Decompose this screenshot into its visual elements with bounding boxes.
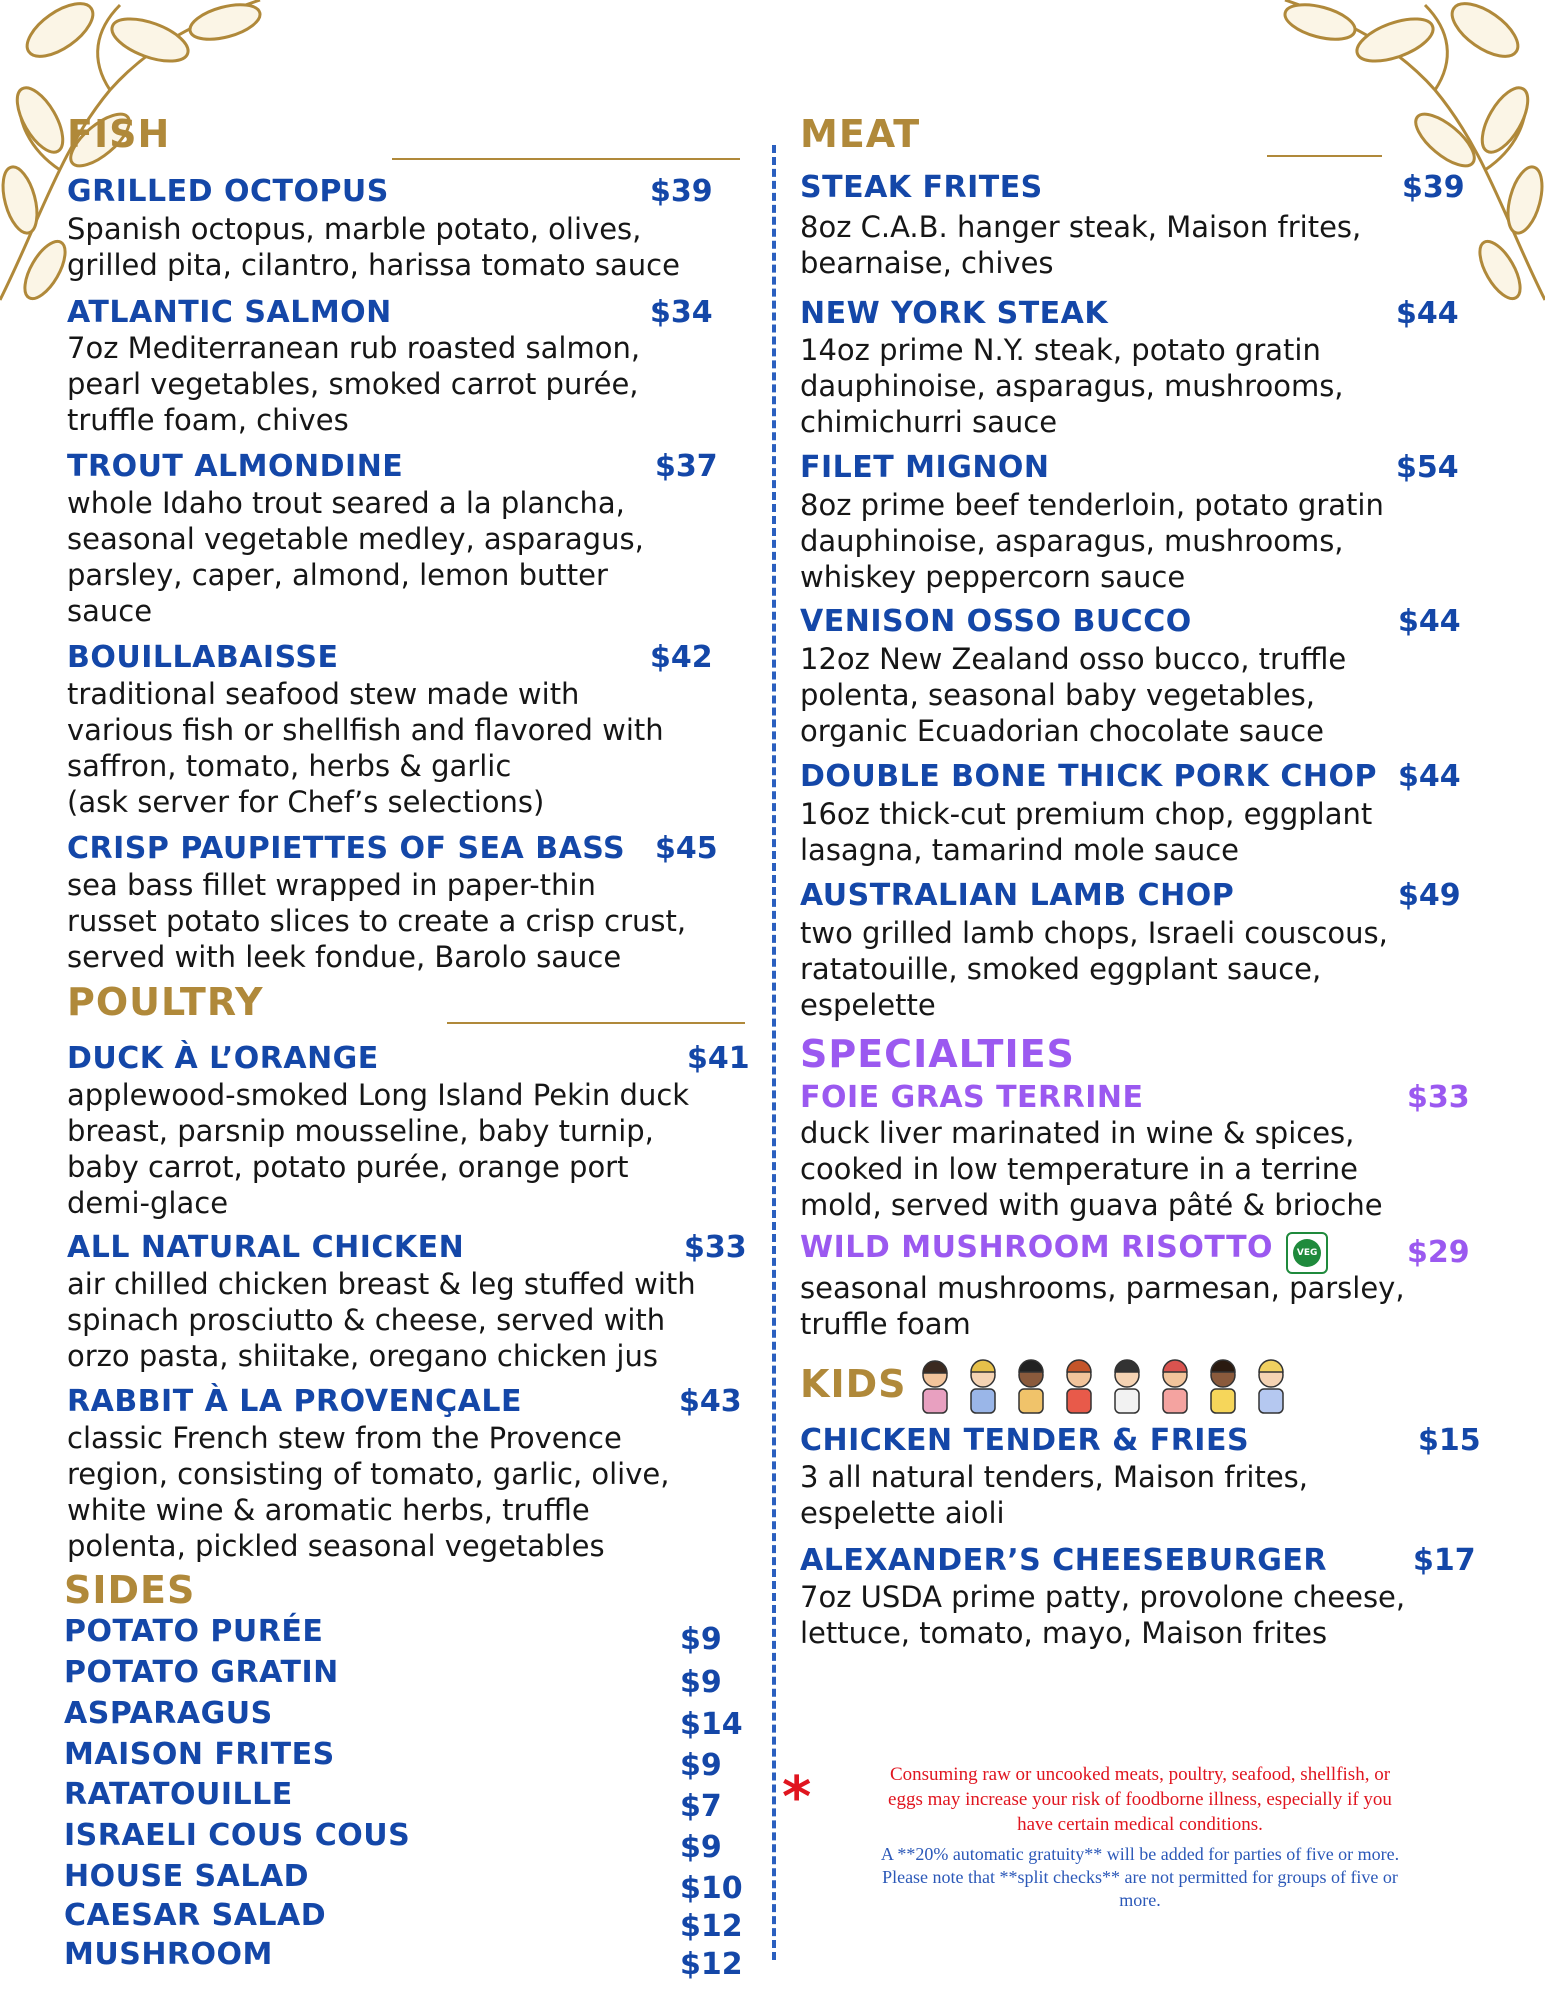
sides-section-title: SIDES	[64, 1568, 196, 1612]
fish-section-title: FISH	[67, 112, 171, 156]
menu-item-price: $37	[655, 449, 718, 484]
menu-item-name: RABBIT À LA PROVENÇALE	[67, 1384, 523, 1419]
side-item-name: MUSHROOM	[64, 1937, 273, 1972]
menu-item-name: FILET MIGNON	[800, 450, 1050, 485]
menu-item-name: FOIE GRAS TERRINE	[800, 1080, 1144, 1115]
menu-item-name: CHICKEN TENDER & FRIES	[800, 1423, 1250, 1458]
menu-item-price: $15	[1418, 1423, 1481, 1458]
menu-item-description: 8oz prime beef tenderloin, potato gratin dauphinoise, asparagus, mushrooms, whiskey peppercorn sauce	[800, 488, 1384, 594]
menu-item-price: $54	[1396, 450, 1459, 485]
menu-item-price: $39	[1402, 170, 1465, 205]
menu-item-price: $39	[650, 174, 713, 209]
menu-item-description: duck liver marinated in wine & spices, cooked in low temperature in a terrine mold, served with guava pâté & brioche	[800, 1116, 1383, 1222]
menu-item-description: 8oz C.A.B. hanger steak, Maison frites, bearnaise, chives	[800, 210, 1362, 280]
fish-divider-line	[392, 158, 740, 160]
specialties-section-title: SPECIALTIES	[800, 1032, 1075, 1076]
menu-item-price: $34	[650, 295, 713, 330]
side-item-price: $9	[680, 1748, 722, 1783]
menu-item-price: $33	[1407, 1080, 1470, 1115]
menu-item-name: ALEXANDER’S CHEESEBURGER	[800, 1543, 1327, 1578]
menu-item-description: 12oz New Zealand osso bucco, truffle polenta, seasonal baby vegetables, organic Ecuadorian chocolate sauce	[800, 642, 1347, 748]
menu-item-name: DUCK À L’ORANGE	[67, 1041, 379, 1076]
side-item-price: $12	[680, 1909, 743, 1944]
side-item-name: MAISON FRITES	[64, 1737, 335, 1772]
menu-item-price: $42	[650, 640, 713, 675]
allergen-warning: Consuming raw or uncooked meats, poultry, seafood, shellfish, or eggs may increase your risk of foodborne illness, especially if you have certain medical conditions.	[888, 1764, 1392, 1835]
menu-item-name: AUSTRALIAN LAMB CHOP	[800, 878, 1235, 913]
side-item-name: CAESAR SALAD	[64, 1898, 327, 1933]
menu-item-price: $45	[655, 831, 718, 866]
kids-illustration-icon	[913, 1355, 1298, 1415]
menu-item-price: $29	[1407, 1235, 1470, 1270]
menu-item-description: two grilled lamb chops, Israeli couscous, ratatouille, smoked eggplant sauce, espelette	[800, 916, 1388, 1022]
menu-item-description: air chilled chicken breast & leg stuffed with spinach prosciutto & cheese, served with orzo pasta, shiitake, oregano chicken jus	[67, 1267, 696, 1373]
side-item-price: $9	[680, 1622, 722, 1657]
gratuity-note: A **20% automatic gratuity** will be added for parties of five or more. Please note that **split checks** are not permitted for groups of five or more.	[880, 1844, 1400, 1910]
menu-item-name: ALL NATURAL CHICKEN	[67, 1230, 465, 1265]
menu-item-price: $17	[1413, 1543, 1476, 1578]
side-item-name: HOUSE SALAD	[64, 1859, 310, 1894]
menu-item-description: sea bass fillet wrapped in paper-thin russet potato slices to create a crisp crust, served with leek fondue, Barolo sauce	[67, 868, 687, 974]
kids-section-title: KIDS	[800, 1362, 907, 1406]
side-item-name: POTATO GRATIN	[64, 1655, 339, 1690]
menu-item-description: 16oz thick-cut premium chop, eggplant lasagna, tamarind mole sauce	[800, 797, 1373, 867]
menu-item-name: DOUBLE BONE THICK PORK CHOP	[800, 759, 1377, 794]
menu-item-description: traditional seafood stew made with various fish or shellfish and flavored with saffron, tomato, herbs & garlic (ask server for Chef’s selections)	[67, 677, 664, 819]
side-item-price: $10	[680, 1871, 743, 1906]
meat-divider-line	[1267, 155, 1382, 157]
poultry-divider-line	[447, 1022, 745, 1024]
menu-item-description: whole Idaho trout seared a la plancha, seasonal vegetable medley, asparagus, parsley, caper, almond, lemon butter sauce	[67, 486, 644, 628]
menu-item-description: applewood-smoked Long Island Pekin duck breast, parsnip mousseline, baby turnip, baby carrot, potato purée, orange port demi-glace	[67, 1078, 690, 1220]
side-item-price: $14	[680, 1707, 743, 1742]
menu-item-description: 3 all natural tenders, Maison frites, espelette aioli	[800, 1460, 1308, 1530]
side-item-name: POTATO PURÉE	[64, 1614, 324, 1649]
side-item-name: ISRAELI COUS COUS	[64, 1818, 411, 1853]
menu-item-price: $44	[1398, 604, 1461, 639]
menu-item-name: VENISON OSSO BUCCO	[800, 604, 1192, 639]
menu-item-name: ATLANTIC SALMON	[67, 295, 392, 330]
menu-item-description: Spanish octopus, marble potato, olives, grilled pita, cilantro, harissa tomato sauce	[67, 212, 680, 282]
menu-item-description: 7oz Mediterranean rub roasted salmon, pearl vegetables, smoked carrot purée, truffle foam, chives	[67, 331, 641, 437]
menu-item-description: seasonal mushrooms, parmesan, parsley, truffle foam	[800, 1271, 1405, 1341]
column-divider	[772, 145, 776, 1960]
meat-section-title: MEAT	[800, 112, 921, 156]
menu-item-name: WILD MUSHROOM RISOTTO	[800, 1230, 1274, 1265]
side-item-name: RATATOUILLE	[64, 1777, 293, 1812]
menu-item-price: $41	[687, 1041, 750, 1076]
side-item-name: ASPARAGUS	[64, 1696, 273, 1731]
veg-badge-icon	[1286, 1232, 1328, 1274]
menu-item-description: 14oz prime N.Y. steak, potato gratin dauphinoise, asparagus, mushrooms, chimichurri sauce	[800, 333, 1344, 439]
menu-item-name: NEW YORK STEAK	[800, 296, 1109, 331]
menu-item-price: $44	[1396, 296, 1459, 331]
menu-item-name: GRILLED OCTOPUS	[67, 174, 389, 209]
menu-item-name: BOUILLABAISSE	[67, 640, 339, 675]
menu-item-price: $43	[679, 1384, 742, 1419]
menu-item-price: $33	[684, 1230, 747, 1265]
asterisk-icon: *	[782, 1765, 812, 1830]
menu-item-description: 7oz USDA prime patty, provolone cheese, lettuce, tomato, mayo, Maison frites	[800, 1580, 1406, 1650]
menu-item-name: STEAK FRITES	[800, 170, 1043, 205]
menu-item-name: TROUT ALMONDINE	[67, 449, 404, 484]
menu-item-description: classic French stew from the Provence region, consisting of tomato, garlic, olive, white wine & aromatic herbs, truffle polenta, pickled seasonal vegetables	[67, 1421, 670, 1563]
side-item-price: $7	[680, 1789, 722, 1824]
side-item-price: $12	[680, 1947, 743, 1982]
risotto-heading	[800, 1230, 1328, 1274]
veg-badge-label: VEG	[1293, 1239, 1321, 1267]
menu-item-price: $49	[1398, 878, 1461, 913]
side-item-price: $9	[680, 1830, 722, 1865]
side-item-price: $9	[680, 1665, 722, 1700]
menu-item-price: $44	[1398, 759, 1461, 794]
menu-item-name: CRISP PAUPIETTES OF SEA BASS	[67, 831, 626, 866]
poultry-section-title: POULTRY	[67, 980, 264, 1024]
